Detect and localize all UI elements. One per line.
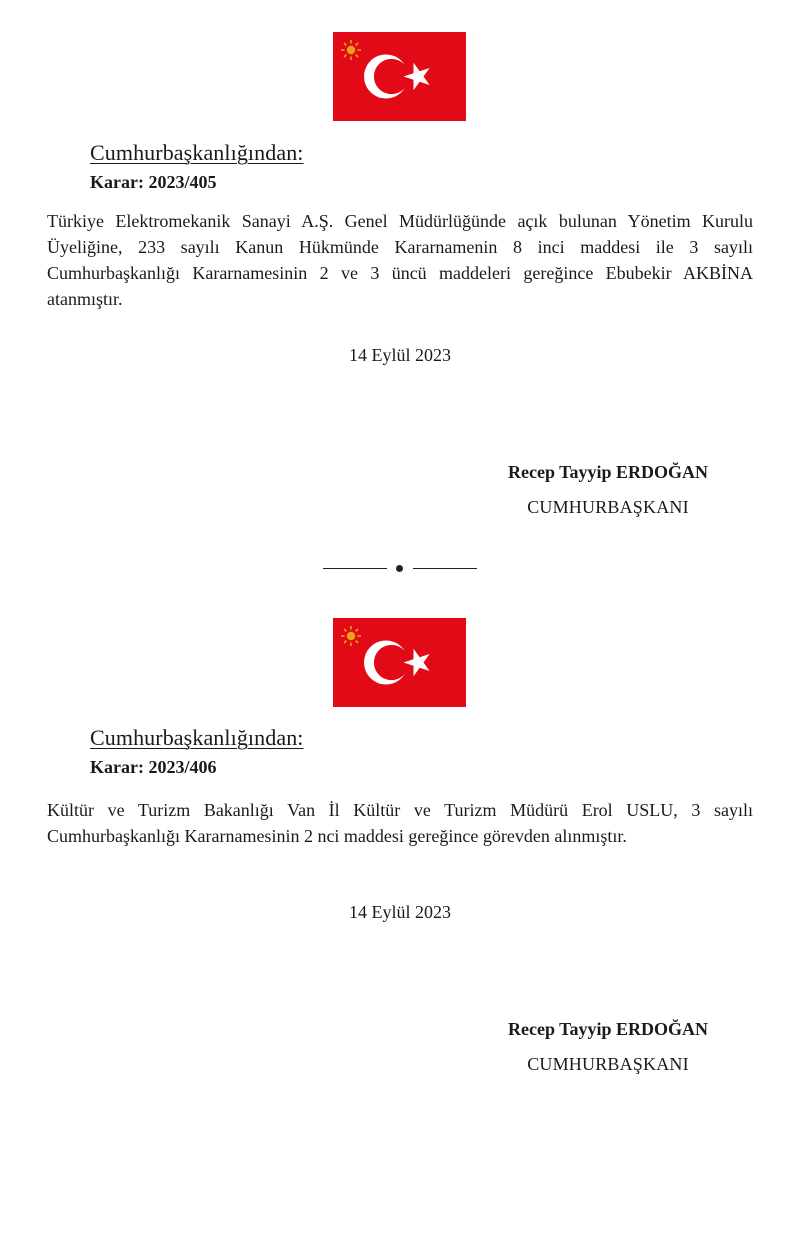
signer-title: CUMHURBAŞKANI (527, 497, 689, 517)
separator-line-left (323, 568, 387, 569)
issuer-heading: Cumhurbaşkanlığından: (90, 140, 304, 165)
separator-dot (396, 565, 403, 572)
decision-body (47, 208, 753, 312)
turkish-flag-emblem-1 (333, 32, 466, 121)
flag-icon (333, 618, 466, 707)
sun-emblem-icon (341, 40, 361, 60)
decision-body (47, 797, 753, 849)
issuer-heading: Cumhurbaşkanlığından: (90, 725, 304, 750)
body-line: Kültür ve Turizm Bakanlığı Van İl Kültür ve Turizm Müdürü Erol USLU, 3 sayılı (47, 800, 753, 820)
body-line: Cumhurbaşkanlığı Kararnamesinin 2 nci maddesi gereğince görevden alınmıştır. (47, 826, 627, 846)
turkish-flag-emblem-2 (333, 618, 466, 707)
body-line: atanmıştır. (47, 289, 123, 309)
signer-title: CUMHURBAŞKANI (527, 1054, 689, 1074)
flag-icon (333, 32, 466, 121)
body-line: Türkiye Elektromekanik Sanayi A.Ş. Genel Müdürlüğünde açık bulunan Yönetim Kurulu (47, 211, 753, 231)
signer-name: Recep Tayyip ERDOĞAN (507, 462, 709, 482)
sun-emblem-icon (341, 626, 361, 646)
body-line: Cumhurbaşkanlığı Kararnamesinin 2 ve 3 üncü maddeleri gereğince Ebubekir AKBİNA (47, 263, 753, 283)
decision-number: Karar: 2023/406 (90, 757, 217, 777)
decision-date: 14 Eylül 2023 (349, 902, 451, 922)
decision-number: Karar: 2023/405 (90, 172, 217, 192)
signer-name: Recep Tayyip ERDOĞAN (507, 1019, 709, 1039)
body-line: Üyeliğine, 233 sayılı Kanun Hükmünde Kararnamenin 8 inci maddesi ile 3 sayılı (47, 237, 753, 257)
decision-date: 14 Eylül 2023 (349, 345, 451, 365)
separator-line-right (413, 568, 477, 569)
